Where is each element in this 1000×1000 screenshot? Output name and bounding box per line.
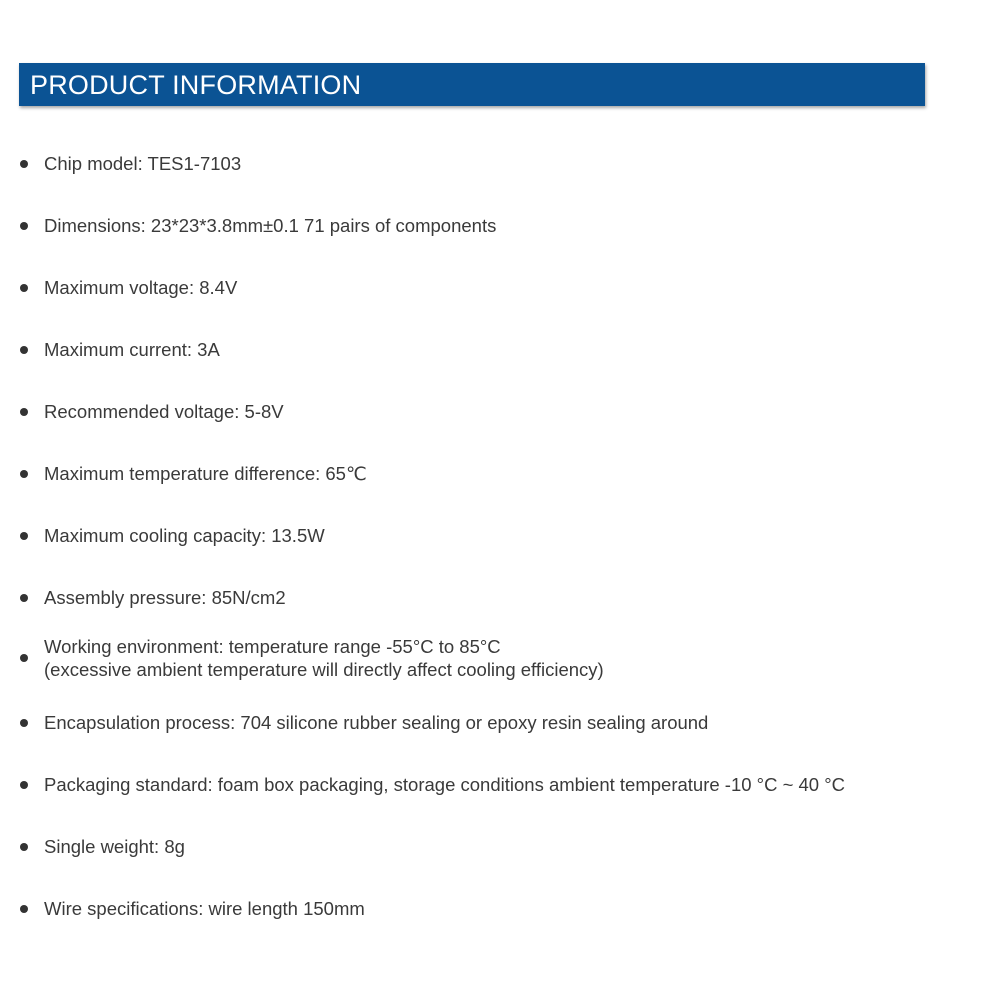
- bullet-icon: [20, 843, 28, 851]
- bullet-icon: [20, 470, 28, 478]
- spec-text: Working environment: temperature range -55°C to 85°C: [44, 636, 501, 657]
- spec-text-note: (excessive ambient temperature will directly affect cooling efficiency): [44, 659, 604, 680]
- bullet-icon: [20, 284, 28, 292]
- bullet-icon: [20, 654, 28, 662]
- spec-text: Packaging standard: foam box packaging, storage conditions ambient temperature -10 °C ~ 40 °C: [44, 774, 845, 795]
- spec-text: Encapsulation process: 704 silicone rubber sealing or epoxy resin sealing around: [44, 712, 709, 733]
- section-title: PRODUCT INFORMATION: [30, 70, 362, 100]
- bullet-icon: [20, 781, 28, 789]
- spec-text: Dimensions: 23*23*3.8mm±0.1 71 pairs of components: [44, 215, 497, 236]
- spec-text: Recommended voltage: 5-8V: [44, 401, 284, 422]
- spec-text: Single weight: 8g: [44, 836, 185, 857]
- bullet-icon: [20, 594, 28, 602]
- spec-text: Chip model: TES1-7103: [44, 153, 242, 174]
- bullet-icon: [20, 719, 28, 727]
- spec-text: Maximum voltage: 8.4V: [44, 277, 238, 298]
- bullet-icon: [20, 532, 28, 540]
- spec-text: Maximum cooling capacity: 13.5W: [44, 525, 325, 546]
- bullet-icon: [20, 222, 28, 230]
- spec-text: Maximum temperature difference: 65℃: [44, 463, 367, 484]
- spec-text: Wire specifications: wire length 150mm: [44, 898, 365, 919]
- spec-text: Assembly pressure: 85N/cm2: [44, 587, 286, 608]
- bullet-icon: [20, 346, 28, 354]
- bullet-icon: [20, 905, 28, 913]
- bullet-icon: [20, 408, 28, 416]
- section-header-bar: [19, 63, 925, 106]
- bullet-icon: [20, 160, 28, 168]
- spec-text: Maximum current: 3A: [44, 339, 220, 360]
